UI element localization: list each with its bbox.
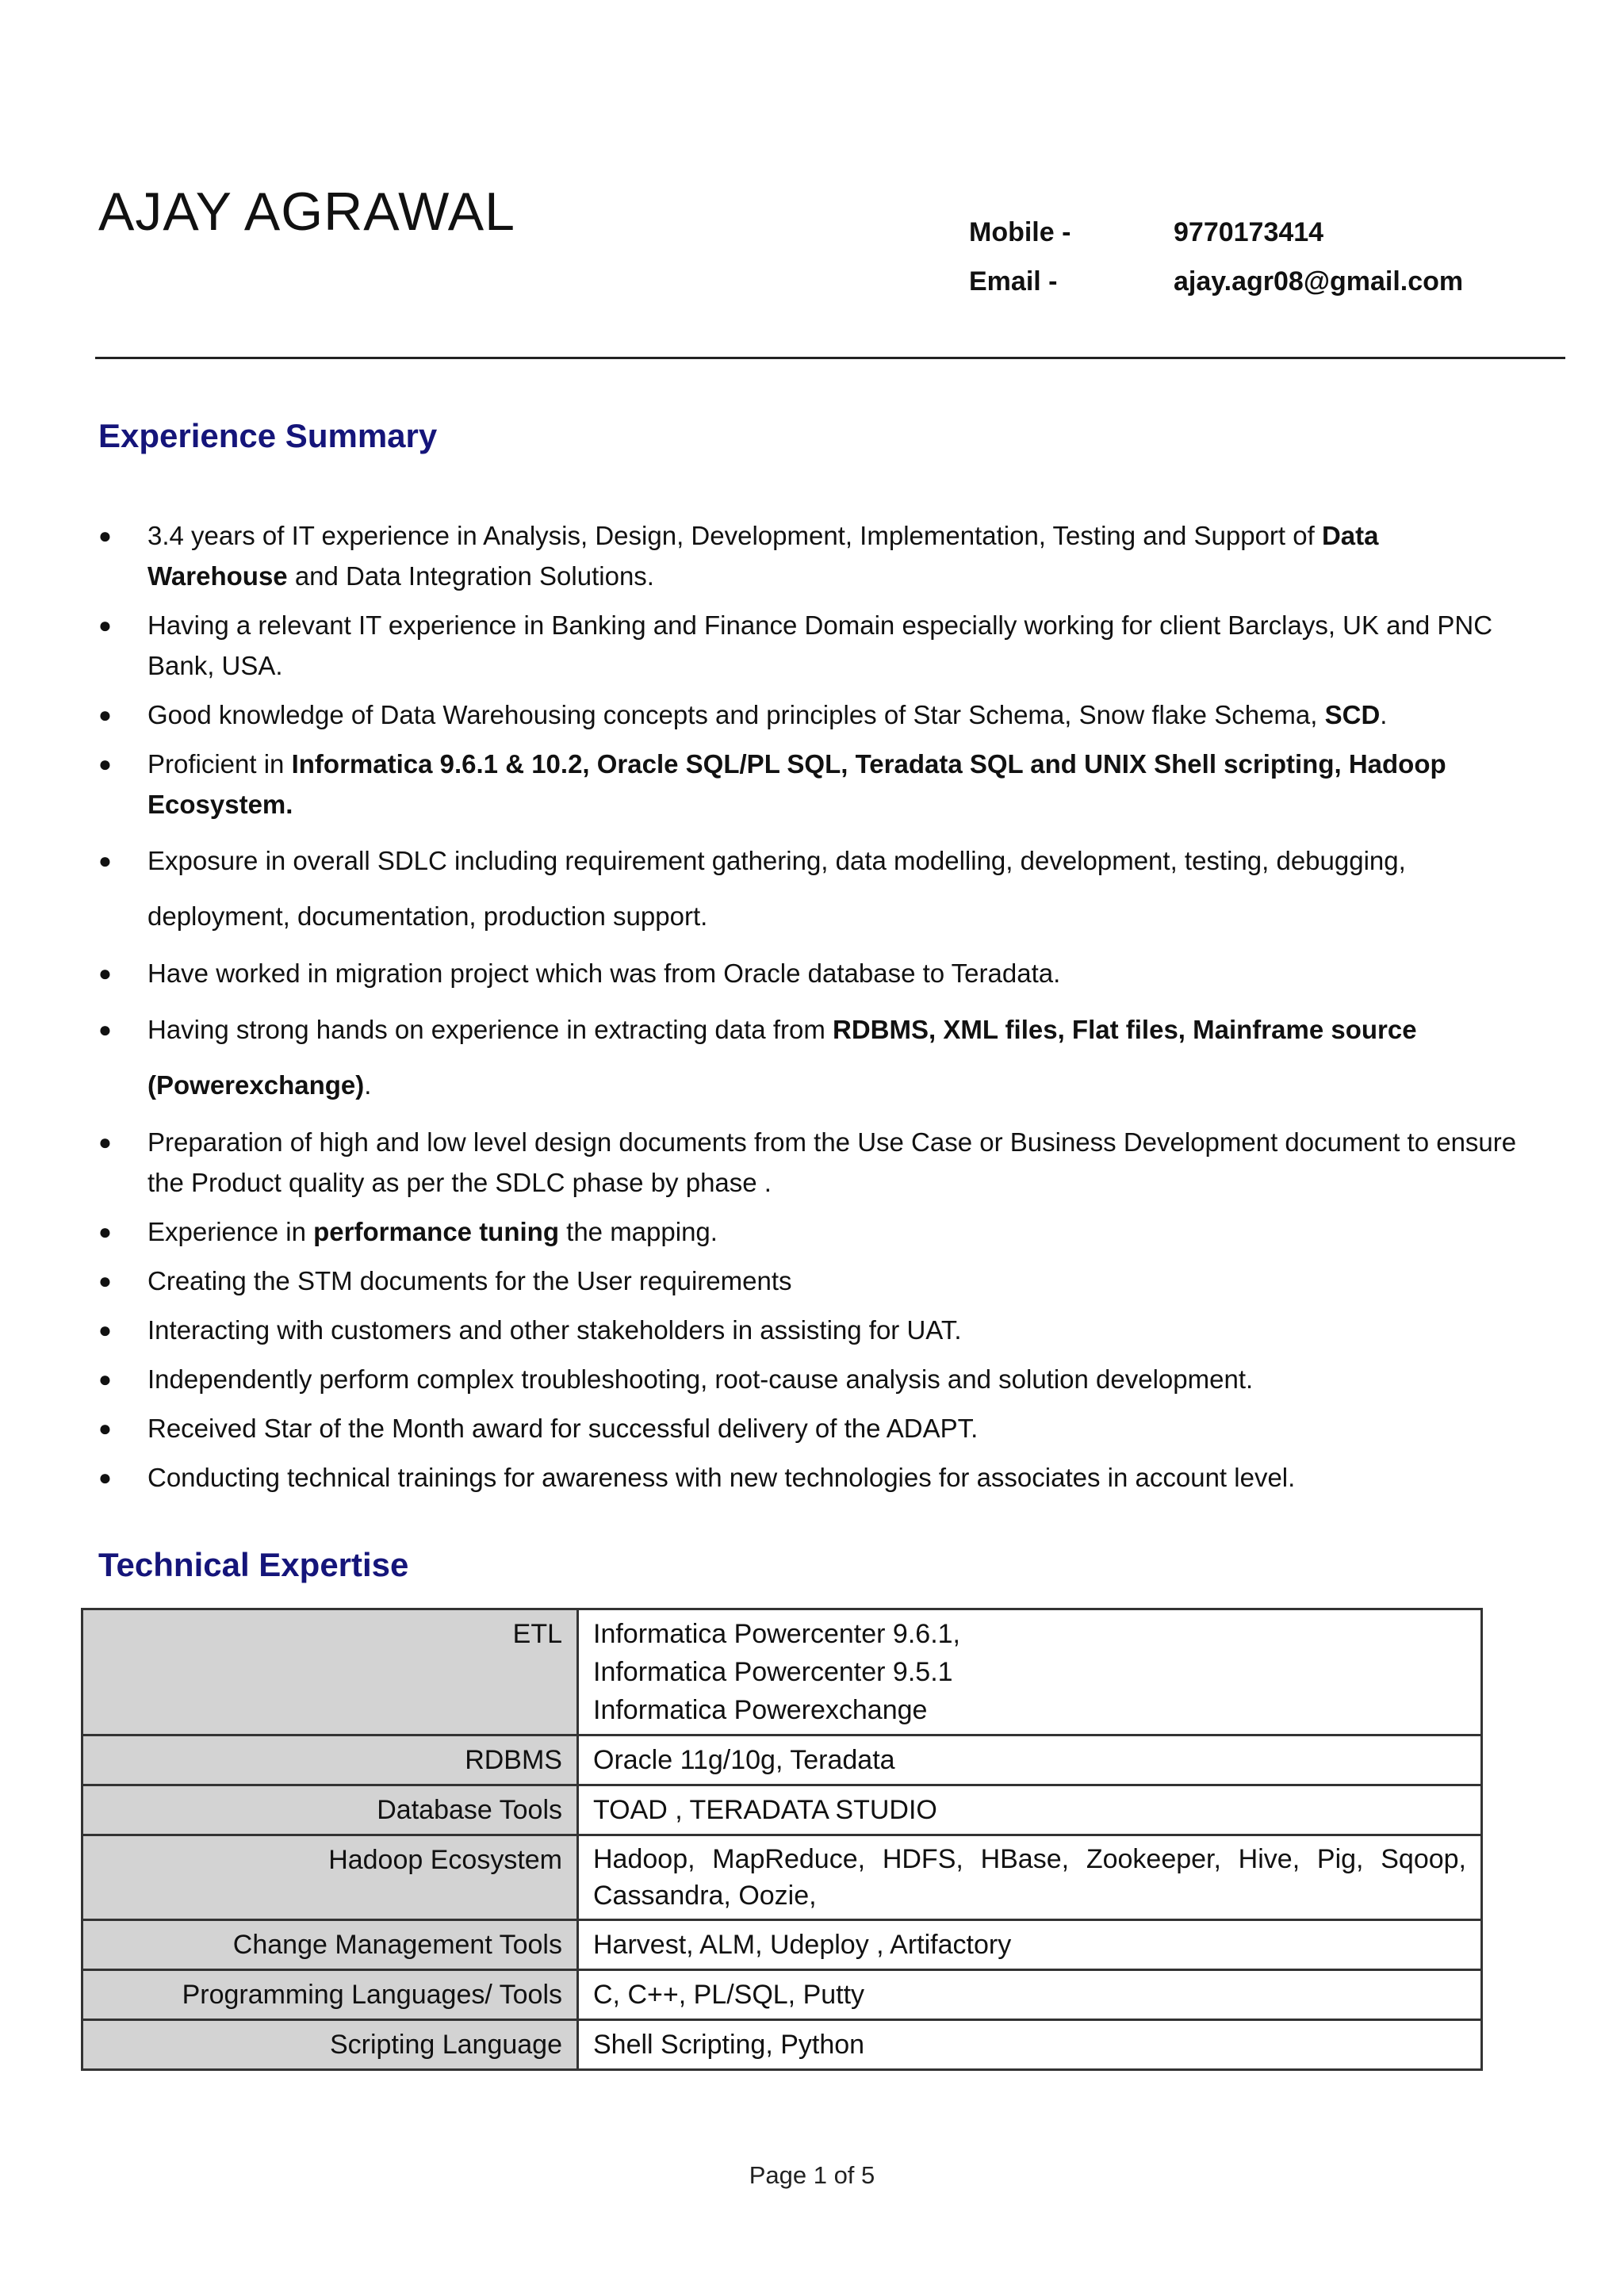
table-row <box>82 2020 1482 2070</box>
bullet-icon: ● <box>98 752 112 776</box>
bullet-icon: ● <box>98 1318 112 1342</box>
list-item: ● Experience in performance tuning the mapping. <box>98 1211 1526 1252</box>
bullet-icon: ● <box>98 1219 112 1244</box>
list-item: ● Independently perform complex troubleshooting, root-cause analysis and solution development. <box>98 1359 1526 1399</box>
list-item: ● Creating the STM documents for the User requirements <box>98 1261 1526 1301</box>
contact-block <box>969 208 1463 306</box>
bullet-icon: ● <box>98 1269 112 1293</box>
list-item: ● Conducting technical trainings for awareness with new technologies for associates in account level. <box>98 1457 1526 1498</box>
technical-expertise-heading: Technical Expertise <box>98 1546 409 1583</box>
table-row <box>82 1970 1482 2020</box>
row-key: Hadoop Ecosystem <box>82 1835 578 1920</box>
bullet-icon: ● <box>98 1017 112 1042</box>
table-row <box>82 1835 1482 1920</box>
mobile-value: 9770173414 <box>1174 217 1324 247</box>
table-row <box>82 1609 1482 1735</box>
list-item: ● Having strong hands on experience in extracting data from RDBMS, XML files, Flat files, Mainframe source (Powerexchange). <box>98 1002 1526 1113</box>
row-value: Oracle 11g/10g, Teradata <box>578 1735 1482 1785</box>
bullet-icon: ● <box>98 848 112 873</box>
list-item: ● Have worked in migration project which was from Oracle database to Teradata. <box>98 953 1526 993</box>
bullet-icon: ● <box>98 1416 112 1441</box>
row-value: Harvest, ALM, Udeploy , Artifactory <box>578 1920 1482 1970</box>
list-item: ● Good knowledge of Data Warehousing concepts and principles of Star Schema, Snow flake Schema, SCD. <box>98 695 1526 735</box>
table-row <box>82 1785 1482 1835</box>
mobile-label: Mobile - <box>969 217 1071 247</box>
bullet-icon: ● <box>98 961 112 985</box>
row-key: RDBMS <box>82 1735 578 1785</box>
bullet-icon: ● <box>98 613 112 637</box>
bullet-icon: ● <box>98 1130 112 1154</box>
row-value: Hadoop, MapReduce, HDFS, HBase, Zookeeper, Hive, Pig, Sqoop, Cassandra, Oozie, <box>578 1835 1482 1920</box>
technical-expertise-table <box>81 1608 1483 2071</box>
page-number: Page 1 of 5 <box>749 2161 875 2189</box>
email-row <box>969 257 1463 306</box>
bullet-icon: ● <box>98 1367 112 1391</box>
list-item: ● Received Star of the Month award for successful delivery of the ADAPT. <box>98 1408 1526 1448</box>
row-value: Shell Scripting, Python <box>578 2020 1482 2070</box>
email-label: Email - <box>969 266 1058 297</box>
candidate-name: AJAY AGRAWAL <box>98 182 515 242</box>
bullet-icon: ● <box>98 702 112 727</box>
list-item: ● Exposure in overall SDLC including requirement gathering, data modelling, development, testing, debugging, deployment, documentation, production support. <box>98 833 1526 944</box>
table-row <box>82 1735 1482 1785</box>
row-key: Database Tools <box>82 1785 578 1835</box>
email-value: ajay.agr08@gmail.com <box>1174 266 1464 297</box>
row-value: Informatica Powercenter 9.6.1, Informatica Powercenter 9.5.1 Informatica Powerexchange <box>578 1609 1482 1735</box>
row-key: Change Management Tools <box>82 1920 578 1970</box>
row-key: ETL <box>82 1609 578 1735</box>
list-item: ● Having a relevant IT experience in Banking and Finance Domain especially working for client Barclays, UK and PNC Bank, USA. <box>98 605 1526 686</box>
header-divider <box>95 357 1565 359</box>
row-key: Programming Languages/ Tools <box>82 1970 578 2020</box>
mobile-row <box>969 208 1463 257</box>
bullet-icon: ● <box>98 1465 112 1490</box>
experience-summary-heading: Experience Summary <box>98 417 438 454</box>
list-item: ● Interacting with customers and other stakeholders in assisting for UAT. <box>98 1310 1526 1350</box>
list-item: ● Preparation of high and low level design documents from the Use Case or Business Development document to ensure the Product quality as per the SDLC phase by phase . <box>98 1122 1526 1203</box>
experience-list <box>98 515 1526 1506</box>
list-item: ● 3.4 years of IT experience in Analysis, Design, Development, Implementation, Testing and Support of Data Warehouse and Data Integration Solutions. <box>98 515 1526 596</box>
bullet-icon: ● <box>98 523 112 548</box>
row-value: TOAD , TERADATA STUDIO <box>578 1785 1482 1835</box>
row-value: C, C++, PL/SQL, Putty <box>578 1970 1482 2020</box>
table-row <box>82 1920 1482 1970</box>
list-item: ● Proficient in Informatica 9.6.1 & 10.2, Oracle SQL/PL SQL, Teradata SQL and UNIX Shell scripting, Hadoop Ecosystem. <box>98 744 1526 825</box>
row-key: Scripting Language <box>82 2020 578 2070</box>
